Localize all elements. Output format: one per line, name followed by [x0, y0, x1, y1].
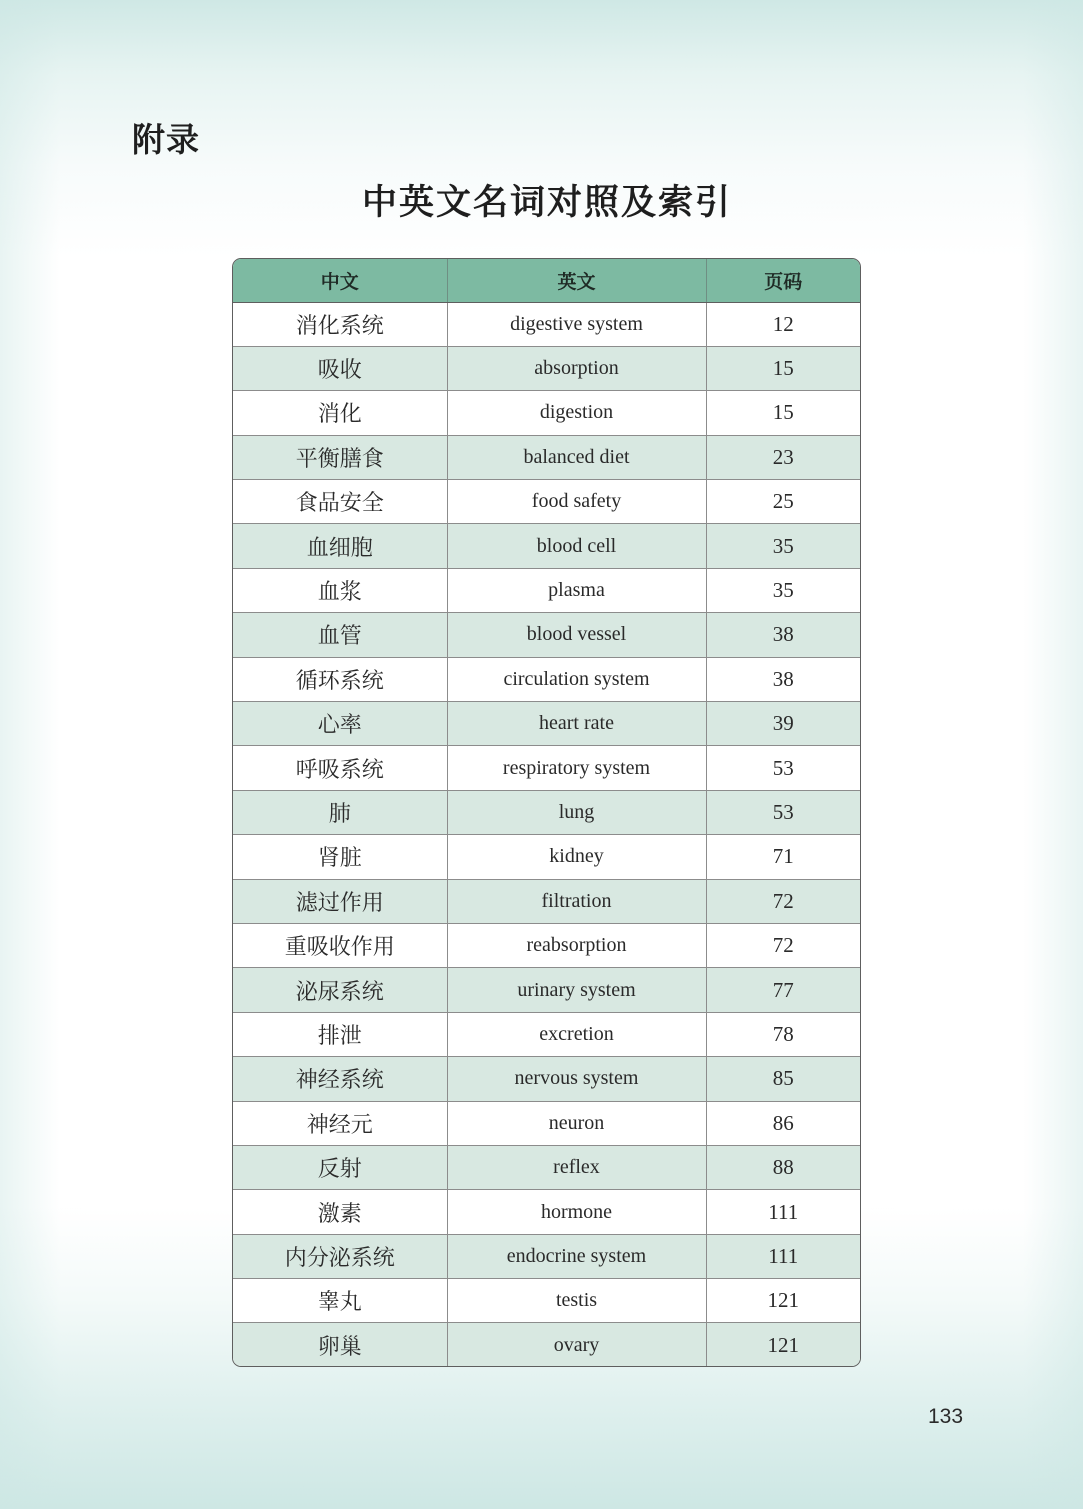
english-term-cell: absorption: [447, 346, 706, 390]
page-number-cell: 25: [706, 480, 860, 524]
chinese-term-cell: 吸收: [233, 346, 447, 390]
table-row: [233, 1012, 860, 1056]
chinese-term-cell: 心率: [233, 702, 447, 746]
chinese-term-cell: 血细胞: [233, 524, 447, 568]
glossary-table: [232, 258, 861, 1367]
table-row: [233, 746, 860, 790]
english-term-cell: reflex: [447, 1145, 706, 1189]
table-row: [233, 302, 860, 346]
chinese-term-cell: 循环系统: [233, 657, 447, 701]
chinese-term-cell: 神经系统: [233, 1057, 447, 1101]
english-term-cell: digestion: [447, 391, 706, 435]
appendix-label: 附录: [132, 120, 200, 159]
page-number-cell: 88: [706, 1145, 860, 1189]
english-term-cell: plasma: [447, 568, 706, 612]
chinese-term-cell: 呼吸系统: [233, 746, 447, 790]
chinese-term-cell: 内分泌系统: [233, 1234, 447, 1278]
english-term-cell: circulation system: [447, 657, 706, 701]
page-number-cell: 77: [706, 968, 860, 1012]
chinese-term-cell: 排泄: [233, 1012, 447, 1056]
chinese-term-cell: 平衡膳食: [233, 435, 447, 479]
page-number-cell: 85: [706, 1057, 860, 1101]
column-header-english: 英文: [447, 259, 706, 302]
chinese-term-cell: 反射: [233, 1145, 447, 1189]
table-row: [233, 435, 860, 479]
page-number-cell: 12: [706, 302, 860, 346]
chinese-term-cell: 重吸收作用: [233, 923, 447, 967]
english-term-cell: neuron: [447, 1101, 706, 1145]
english-term-cell: endocrine system: [447, 1234, 706, 1278]
table-row: [233, 790, 860, 834]
page-number-cell: 15: [706, 346, 860, 390]
table-row: [233, 1145, 860, 1189]
table-row: [233, 1323, 860, 1367]
table-row: [233, 346, 860, 390]
table-row: [233, 835, 860, 879]
page-number-cell: 72: [706, 923, 860, 967]
chinese-term-cell: 激素: [233, 1190, 447, 1234]
chinese-term-cell: 肾脏: [233, 835, 447, 879]
english-term-cell: lung: [447, 790, 706, 834]
page-number-cell: 38: [706, 657, 860, 701]
english-term-cell: blood vessel: [447, 613, 706, 657]
table-row: [233, 1279, 860, 1323]
english-term-cell: respiratory system: [447, 746, 706, 790]
page-edge-tint-left: [0, 0, 60, 1509]
table-row: [233, 480, 860, 524]
chinese-term-cell: 消化系统: [233, 302, 447, 346]
english-term-cell: hormone: [447, 1190, 706, 1234]
english-term-cell: reabsorption: [447, 923, 706, 967]
page-number-cell: 15: [706, 391, 860, 435]
english-term-cell: heart rate: [447, 702, 706, 746]
table-row: [233, 613, 860, 657]
chinese-term-cell: 血管: [233, 613, 447, 657]
column-header-chinese: 中文: [233, 259, 447, 302]
english-term-cell: balanced diet: [447, 435, 706, 479]
english-term-cell: blood cell: [447, 524, 706, 568]
english-term-cell: urinary system: [447, 968, 706, 1012]
page-edge-tint-right: [1023, 0, 1083, 1509]
chinese-term-cell: 神经元: [233, 1101, 447, 1145]
page-number-cell: 39: [706, 702, 860, 746]
chinese-term-cell: 滤过作用: [233, 879, 447, 923]
page-number-cell: 38: [706, 613, 860, 657]
page-number-cell: 35: [706, 568, 860, 612]
table-header: [233, 259, 860, 302]
table-row: [233, 702, 860, 746]
chinese-term-cell: 睾丸: [233, 1279, 447, 1323]
table-row: [233, 1101, 860, 1145]
page-number-cell: 86: [706, 1101, 860, 1145]
chinese-term-cell: 食品安全: [233, 480, 447, 524]
page-number-cell: 78: [706, 1012, 860, 1056]
english-term-cell: digestive system: [447, 302, 706, 346]
english-term-cell: testis: [447, 1279, 706, 1323]
table-row: [233, 524, 860, 568]
table-row: [233, 923, 860, 967]
page-number-cell: 111: [706, 1190, 860, 1234]
table-row: [233, 1234, 860, 1278]
page-number-cell: 121: [767, 1332, 799, 1357]
table-row: [233, 1190, 860, 1234]
table-row: [233, 657, 860, 701]
table-row: [233, 568, 860, 612]
page-number-cell: 53: [706, 790, 860, 834]
table-header-row: [233, 259, 860, 302]
page-title: 中英文名词对照及索引: [361, 183, 732, 223]
table-row: [233, 879, 860, 923]
page-number-cell: 35: [706, 524, 860, 568]
page-number-cell: 23: [706, 435, 860, 479]
table-row: [233, 968, 860, 1012]
english-term-cell: nervous system: [447, 1057, 706, 1101]
table-row: [233, 1057, 860, 1101]
chinese-term-cell: 消化: [233, 391, 447, 435]
english-term-cell: kidney: [447, 835, 706, 879]
table-body: [233, 302, 860, 1367]
english-term-cell: ovary: [447, 1323, 706, 1367]
page-number-cell: 111: [706, 1234, 860, 1278]
chinese-term-cell: 卵巢: [233, 1323, 447, 1367]
table-row: [233, 391, 860, 435]
english-term-cell: food safety: [447, 480, 706, 524]
page-number-cell: 72: [706, 879, 860, 923]
english-term-cell: excretion: [447, 1012, 706, 1056]
page-number: 133: [928, 1405, 964, 1428]
page-number-cell: 121: [706, 1279, 860, 1323]
chinese-term-cell: 泌尿系统: [233, 968, 447, 1012]
chinese-term-cell: 肺: [233, 790, 447, 834]
page-number-cell: 53: [706, 746, 860, 790]
column-header-page: 页码: [706, 259, 860, 302]
chinese-term-cell: 血浆: [233, 568, 447, 612]
page-number-cell: 71: [706, 835, 860, 879]
english-term-cell: filtration: [447, 879, 706, 923]
